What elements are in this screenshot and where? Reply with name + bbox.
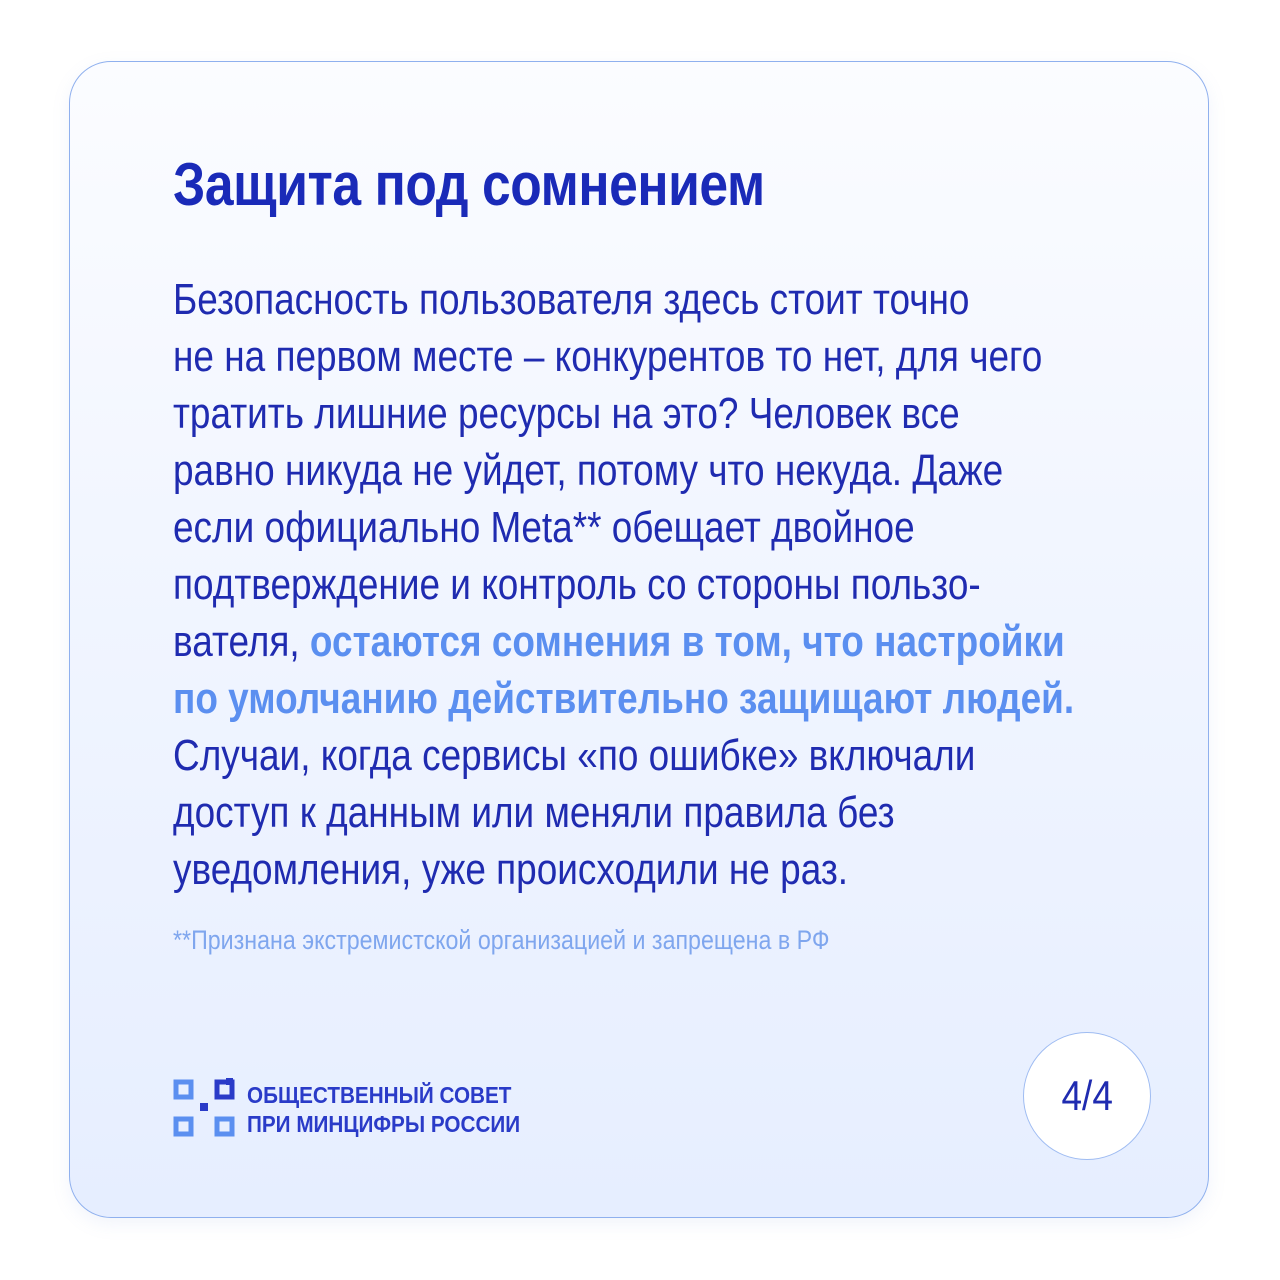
body-line: Случаи, когда сервисы «по ошибке» включали xyxy=(173,731,976,780)
footnote: **Признана экстремистской организацией и запрещена в РФ xyxy=(173,925,830,955)
body-line: тратить лишние ресурсы на это? Человек все xyxy=(173,389,960,438)
body-highlight: по умолчанию действительно защищают людей. xyxy=(173,674,1075,723)
body-line: Безопасность пользователя здесь стоит точно xyxy=(173,275,970,324)
body-line-plain: вателя, xyxy=(173,617,310,666)
body-line: подтверждение и контроль со стороны пользо- xyxy=(173,560,981,609)
org-name-line2: ПРИ МИНЦИФРЫ РОССИИ xyxy=(247,1111,521,1137)
slide-title: Защита под сомнением xyxy=(173,151,765,218)
org-name-line1: ОБЩЕСТВЕННЫЙ СОВЕТ xyxy=(247,1082,512,1108)
page-indicator xyxy=(1023,1032,1151,1160)
body-line: уведомления, уже происходили не раз. xyxy=(173,845,849,894)
body-line: доступ к данным или меняли правила без xyxy=(173,788,895,837)
body-line-mixed xyxy=(173,613,1147,670)
pixel-squares-logo-icon xyxy=(173,1078,235,1140)
org-name xyxy=(247,1081,520,1139)
body-line: равно никуда не уйдет, потому что некуда. Даже xyxy=(173,446,1004,495)
body-highlight: остаются сомнения в том, что настройки xyxy=(309,617,1065,666)
page-number: 4/4 xyxy=(1061,1072,1113,1119)
slide-body xyxy=(173,271,1147,898)
body-line: если официально Meta** обещает двойное xyxy=(173,503,915,552)
body-line: не на первом месте – конкурентов то нет, для чего xyxy=(173,332,1043,381)
